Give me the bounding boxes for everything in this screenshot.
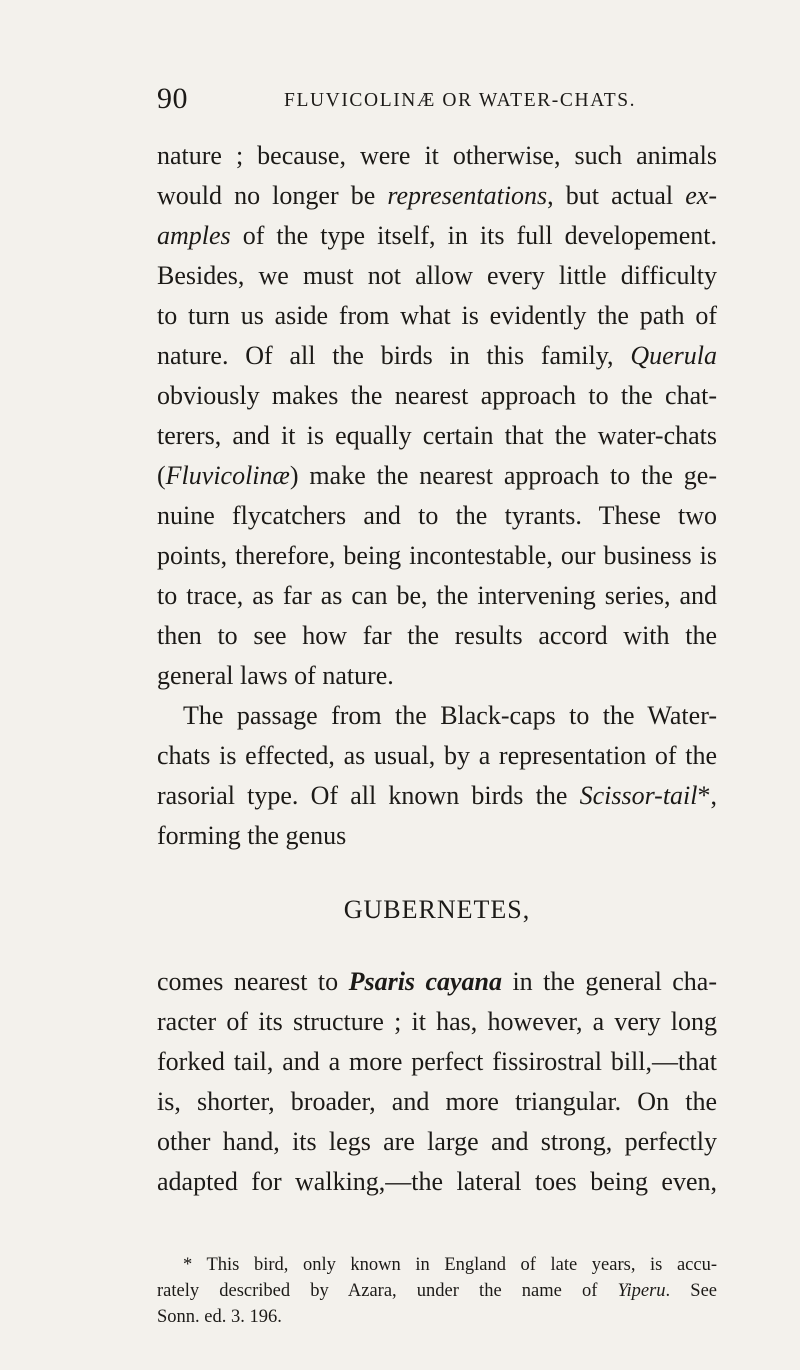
species-name: Psaris cayana [348,967,503,996]
text-line: obviously makes the nearest approach to the chat- [157,381,717,410]
text-line: (Fluvicolinæ) make the nearest approach to the ge- [157,461,717,490]
footnote-line: Sonn. ed. 3. 196. [157,1307,282,1327]
text-line: rasorial type. Of all known birds the Scissor-tail*, [157,781,717,810]
family-name: Fluvicolinæ [165,461,290,490]
text-line: amples of the type itself, in its full developement. [157,221,717,250]
text-line: to turn us aside from what is evidently the path of [157,301,717,330]
page-number: 90 [157,82,188,115]
text-line: adapted for walking,—the lateral toes being even, [157,1167,717,1196]
genus-name: Querula [630,341,717,370]
text-line: then to see how far the results accord with the [157,621,717,650]
text-line: nature. Of all the birds in this family, Querula [157,341,717,370]
text-line: The passage from the Black-caps to the Water- [183,701,717,730]
body-text [157,136,717,1202]
text-line: would no longer be representations, but actual ex- [157,181,717,210]
running-title: FLUVICOLINÆ OR WATER-CHATS. [284,90,637,111]
text-line: terers, and it is equally certain that the water-chats [157,421,717,450]
text-line: Besides, we must not allow every little difficulty [157,261,717,290]
text-line: nuine flycatchers and to the tyrants. These two [157,501,717,530]
italic-term: ex- [685,181,717,210]
italic-term: Yiperu [617,1281,666,1301]
text-line: comes nearest to Psaris cayana in the general cha- [157,967,717,996]
text-line: forked tail, and a more perfect fissirostral bill,—that [157,1047,717,1076]
genus-heading: GUBERNETES, [343,895,531,924]
text-line: points, therefore, being incontestable, our business is [157,541,717,570]
text-line: is, shorter, broader, and more triangular. On the [157,1087,717,1116]
text-line: racter of its structure ; it has, however, a very long [157,1007,717,1036]
text-line: general laws of nature. [157,661,394,690]
footnote-line: * This bird, only known in England of late years, is accu- [183,1255,717,1275]
italic-term: amples [157,221,231,250]
italic-term: representations [387,181,548,210]
footnote [157,1252,717,1330]
text-line: nature ; because, were it otherwise, such animals [157,141,717,170]
footnote-marker: *, [697,781,717,810]
text-line: to trace, as far as can be, the intervening series, and [157,581,717,610]
page-header [157,82,717,122]
text-line: forming the genus [157,821,347,850]
italic-term: Scissor-tail [579,781,698,810]
text-line: other hand, its legs are large and strong, perfectly [157,1127,717,1156]
text-line: chats is effected, as usual, by a representation of the [157,741,717,770]
footnote-line: rately described by Azara, under the name of Yiperu. See [157,1281,718,1301]
